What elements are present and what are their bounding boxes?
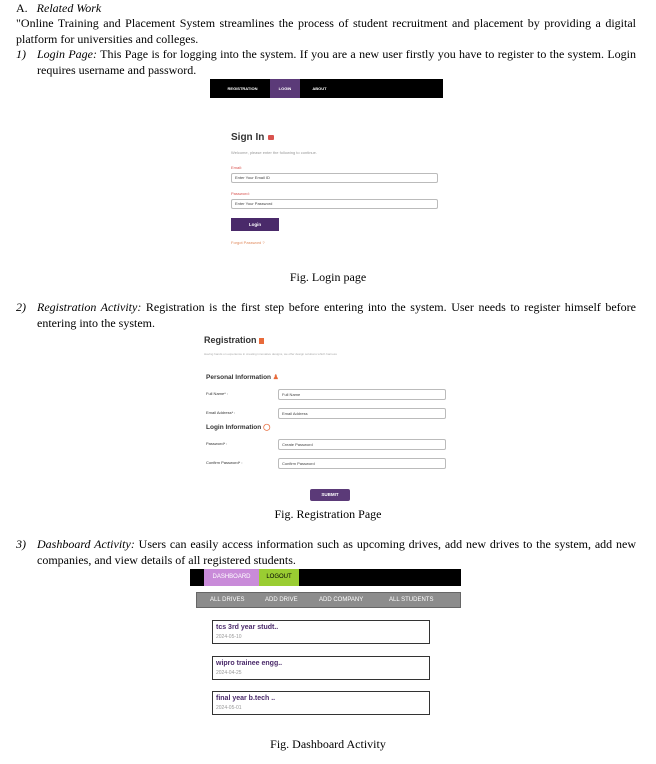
forgot-password-link[interactable]: Forgot Password ? xyxy=(231,240,265,245)
email-address-input[interactable]: Email Address xyxy=(278,408,446,419)
email-label: Email: xyxy=(231,165,243,170)
login-info-heading: Login Information ◯ xyxy=(206,424,271,431)
registration-heading: Registration xyxy=(204,335,264,345)
dashboard-caption: Fig. Dashboard Activity xyxy=(270,737,386,751)
item-3-text: Dashboard Activity: Users can easily access information such as upcoming drives, add new drives to the system, add new companies, and view details of all registered students. xyxy=(37,537,637,567)
intro-paragraph: "Online Training and Placement System streamlines the process of student recruitment and placement by providing a digital platform for universities and colleges. xyxy=(16,16,636,46)
drive-title: wipro trainee engg.. xyxy=(216,660,283,667)
menu-add-company[interactable]: ADD COMPANY xyxy=(319,597,364,603)
signin-subtitle: Welcome, please enter the following to continue. xyxy=(231,150,317,155)
item-1-number: 1) xyxy=(16,47,26,61)
create-password-input[interactable]: Create Password xyxy=(278,439,446,450)
drive-title: tcs 3rd year studt.. xyxy=(216,624,279,631)
confirm-password-input[interactable]: Confirm Password xyxy=(278,458,446,469)
dashboard-navbar xyxy=(190,569,461,586)
drive-date: 2024-05-01 xyxy=(216,705,242,711)
tab-dashboard[interactable]: DASHBOARD xyxy=(204,569,259,586)
drive-date: 2024-04-25 xyxy=(216,670,242,676)
menu-add-drive[interactable]: ADD DRIVE xyxy=(265,597,298,603)
item-1-text: Login Page: This Page is for logging into the system. If you are a new user firstly you have to register to the system. Login requires username and password. xyxy=(37,47,636,77)
signin-heading: Sign In xyxy=(231,132,274,143)
section-heading: A. Related Work xyxy=(16,1,102,15)
email-address-label: Email Address* : xyxy=(206,410,236,415)
login-button[interactable]: Login xyxy=(231,218,279,231)
confirm-password-label: Confirm Password* : xyxy=(206,460,243,465)
menu-all-drives[interactable]: ALL DRIVES xyxy=(210,597,245,603)
email-input[interactable]: Enter Your Email ID xyxy=(231,173,438,183)
drive-card[interactable] xyxy=(212,656,430,680)
password-field-label: Password* : xyxy=(206,441,228,446)
lock-outline-icon: ◯ xyxy=(263,424,271,431)
nav-login[interactable]: LOGIN xyxy=(270,79,300,98)
login-caption: Fig. Login page xyxy=(289,270,367,284)
nav-about[interactable]: ABOUT xyxy=(312,86,327,91)
item-2-text: Registration Activity: Registration is the first step before entering into the system. User needs to register himself before entering into the system. xyxy=(37,300,636,330)
tab-logout[interactable]: LOGOUT xyxy=(259,569,299,586)
registration-subtitle: Having hands on experience in creating innovative designs, we offer design solutions which harness xyxy=(204,352,337,356)
menu-all-students[interactable]: ALL STUDENTS xyxy=(389,597,434,603)
login-navbar xyxy=(210,79,443,98)
personal-info-heading: Personal Information ♟ xyxy=(206,374,279,381)
nav-registration[interactable]: REGISTRATION xyxy=(227,86,258,91)
drive-title: final year b.tech .. xyxy=(216,695,276,702)
registration-caption: Fig. Registration Page xyxy=(274,507,382,521)
password-label: Password: xyxy=(231,191,250,196)
drive-card[interactable] xyxy=(212,691,430,715)
drive-date: 2024-05-10 xyxy=(216,634,242,640)
user-icon: ♟ xyxy=(272,374,279,381)
fullname-label: Full Name* : xyxy=(206,391,229,396)
lock-icon xyxy=(268,135,274,140)
registration-icon xyxy=(259,338,264,344)
item-3-number: 3) xyxy=(16,537,26,551)
drive-card[interactable] xyxy=(212,620,430,644)
dashboard-menu xyxy=(196,592,461,608)
item-2-number: 2) xyxy=(16,300,26,314)
submit-button[interactable]: SUBMIT xyxy=(310,489,350,501)
fullname-input[interactable]: Full Name xyxy=(278,389,446,400)
password-input[interactable]: Enter Your Password xyxy=(231,199,438,209)
